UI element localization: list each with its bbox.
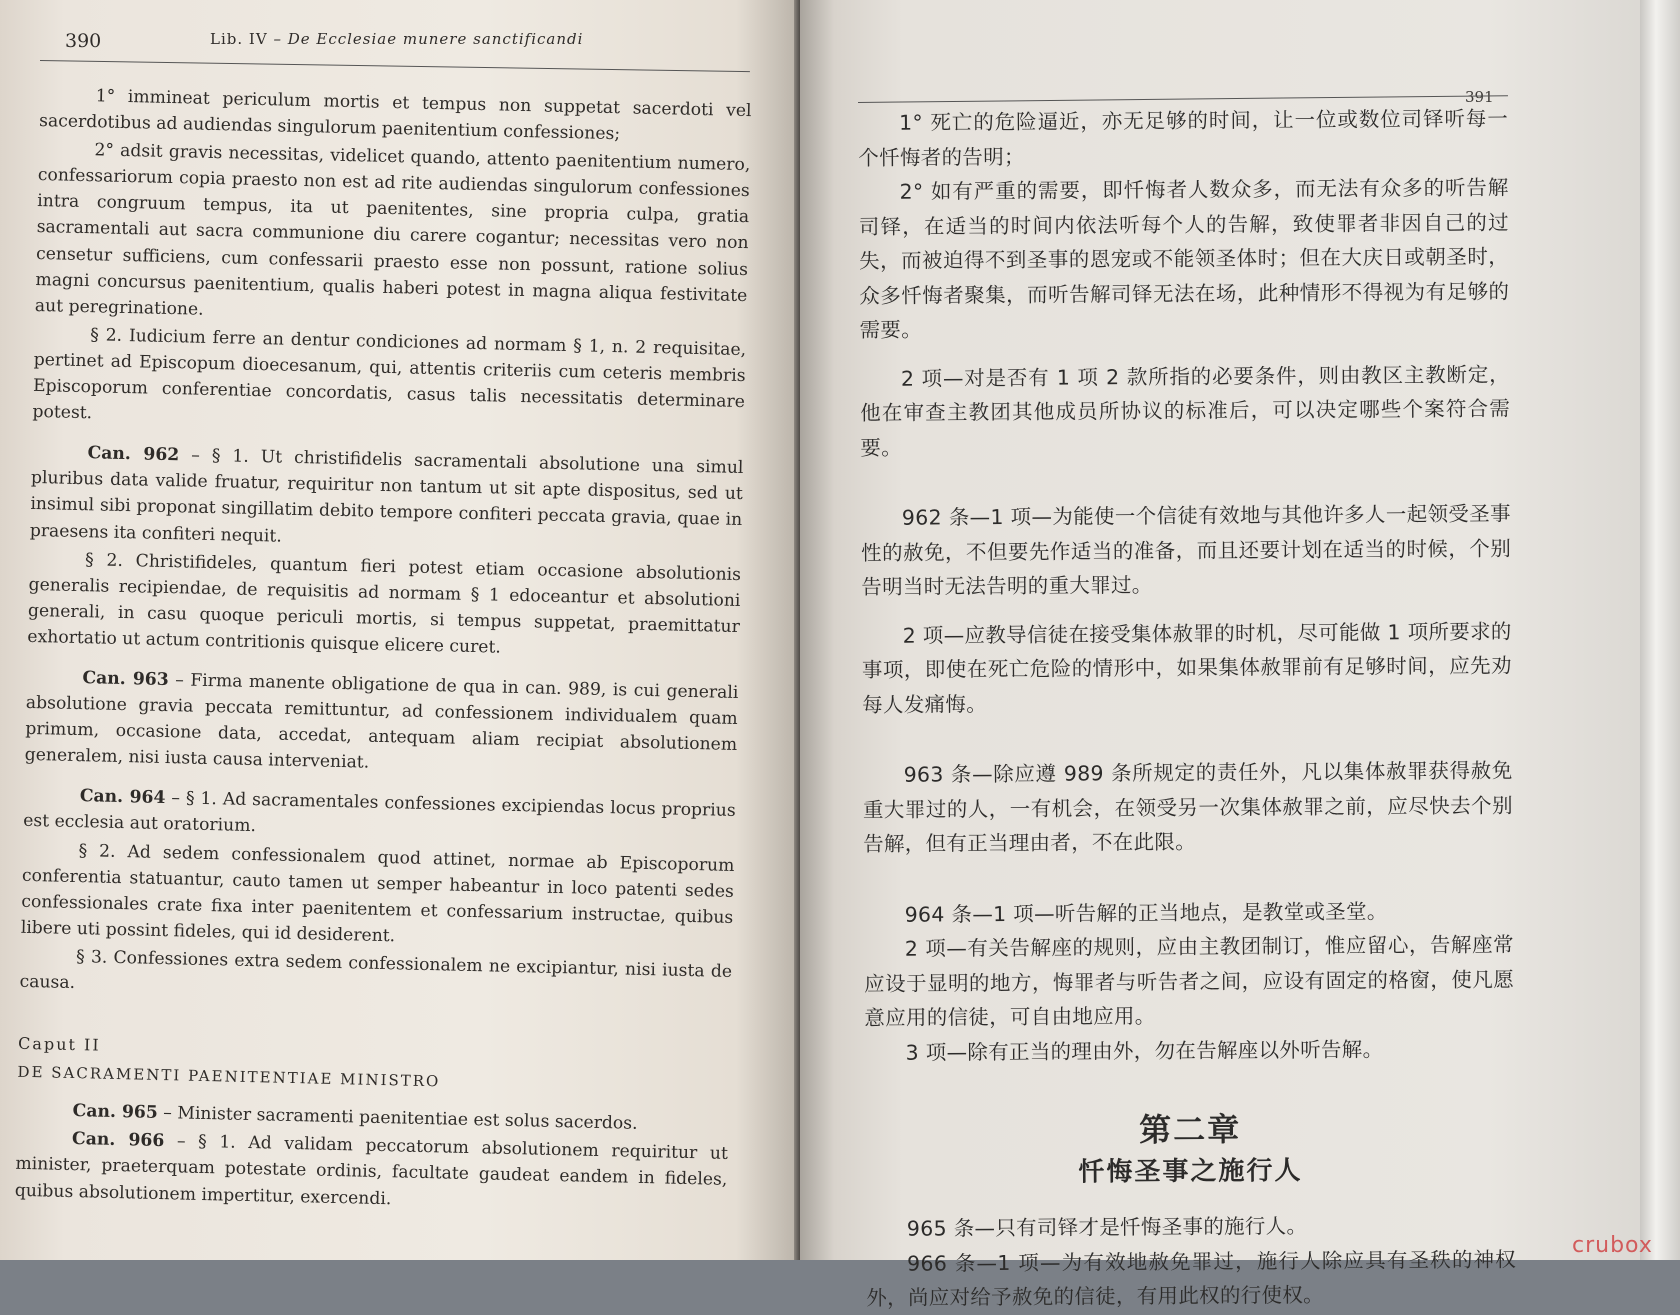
chapter-label: Caput II	[17, 1033, 101, 1055]
left-page-number: 390	[65, 30, 102, 52]
right-paragraph: 2 项—应教导信徒在接受集体赦罪的时机，尽可能做 1 项所要求的事项，即使在死亡危险的情形中，如果集体赦罪前有足够时间，应先劝每人发痛悔。	[861, 618, 1513, 717]
canon-label: Can. 964	[79, 786, 166, 809]
right-paragraph: 2 项—对是否有 1 项 2 款所指的必要条件，则由教区主教断定，他在审查主教团其他成员所协议的标准后，可以决定哪些个案符合需要。	[860, 361, 1511, 460]
canon-966	[15, 1125, 729, 1219]
left-paragraph: § 3. Confessiones extra sedem confessionalem ne excipiantur, nisi iusta de causa.	[19, 946, 733, 994]
canon-text: – Minister sacramenti paenitentiae est solus sacerdos.	[163, 1103, 638, 1135]
right-page-number: 391	[1465, 88, 1494, 106]
right-paragraph: 963 条—除应遵 989 条所规定的责任外，凡以集体赦罪获得赦免重大罪过的人，一有机会，在领受另一次集体赦罪之前，应尽快去个别告解，但有正当理由者，不在此限。	[862, 758, 1513, 856]
right-page-body	[858, 101, 1516, 1315]
left-page-body	[15, 82, 752, 1222]
canon-text: – § 1. Ad validam peccatorum absolutionem requiritur ut minister, praeterquam potestate ordinis, facultate gaudeat eandem in fideles, quibus absolutionem impertitur, exercendi.	[14, 1131, 729, 1209]
left-header-rule	[40, 60, 750, 72]
canon-963	[24, 664, 738, 785]
left-paragraph: 2° adsit gravis necessitas, videlicet quando, attento paenitentium numero, confessariorum copia praesto non est ad rite audiendas singulorum confessiones intra congruum tempus, ita ut paenitentes, sine propria culpa, gratia sacramentali aut sacra communione diu carere cogantur; necessitas vero non censetur sufficiens, cum confessarii praesto esse non possunt, ratione solius magni concursus paenitentium, qualis haberi potest in magna aliqua festivitate aut peregrinatione.	[34, 140, 751, 320]
left-paragraph: § 2. Ad sedem confessionalem quod attinet, normae ab Episcoporum conferentia statuantur, cauto tamen ut semper habeantur in loco patenti sedes confessionales crate fixa inter paenitentem et confessarium instructae, quibus libere uti possint fideles, qui id desiderent.	[20, 840, 735, 947]
right-paragraph: 1° 死亡的危险逼近，亦无足够的时间，让一位或数位司铎听每一个忏悔者的告明；	[858, 106, 1509, 170]
canon-text: – § 1. Ut christifidelis sacramentali absolutione una simul pluribus data valide fruatur, requiritur non tantum ut sit apte dispositus, sed ut insimul sibi proponat singillatim debito tempore confiteri peccata gravia, quae in praesens ita confiteri nequit.	[29, 445, 744, 547]
right-paragraph: 966 条—1 项—为有效地赦免罪过，施行人除应具有圣秩的神权外，尚应对给予赦免的信徒，有用此权的行使权。	[866, 1246, 1517, 1310]
left-running-header	[210, 30, 583, 48]
left-page	[0, 0, 800, 1260]
canon-label: Can. 966	[71, 1129, 165, 1152]
header-lib: Lib. IV	[210, 30, 268, 48]
canon-label: Can. 965	[72, 1101, 159, 1124]
canon-label: Can. 963	[82, 668, 169, 691]
watermark: crubox	[1572, 1233, 1653, 1258]
left-paragraph: § 2. Iudicium ferre an dentur condiciones ad normam § 1, n. 2 requisitae, pertinet ad Episcopum dioecesanum, qui, attentis criteriis cum ceteris membris Episcoporum conferentiae concordatis, casus talis necessitatis determinare potest.	[32, 325, 747, 424]
canon-label: Can. 962	[87, 443, 180, 466]
chapter-label-cn: 第二章	[1139, 1110, 1242, 1150]
right-paragraph: 965 条—只有司铎才是忏悔圣事的施行人。	[906, 1213, 1308, 1241]
right-paragraph: 3 项—除有正当的理由外，勿在告解座以外听告解。	[905, 1036, 1384, 1065]
canon-text: – § 1. Ad sacramentales confessiones excipiendas locus proprius est ecclesia aut oratorium.	[22, 788, 736, 837]
right-paragraph: 2° 如有严重的需要，即忏悔者人数众多，而无法有众多的听告解司铎，在适当的时间内依法听每个人的告解，致使罪者非因自己的过失，而被迫得不到圣事的恩宠或不能领圣体时；但在大庆日或朝圣时，众多忏悔者聚集，而听告解司铎无法在场，此种情形不得视为有足够的需要。	[858, 175, 1510, 342]
header-title: – De Ecclesiae munere sanctificandi	[273, 30, 584, 48]
chapter-title-cn: 忏悔圣事之施行人	[1078, 1155, 1303, 1188]
right-paragraph: 2 项—有关告解座的规则，应由主教团制订，惟应留心，告解座常应设于显明的地方，悔罪者与听告者之间，应设有固定的格窗，使凡愿意应用的信徒，可自由地应用。	[864, 932, 1515, 1030]
left-paragraph: § 2. Christifideles, quantum fieri potest etiam occasione absolutionis generalis recipiendae, de requisitis ad normam § 1 edoceantur et absolutioni generali, in casu quoque periculi mortis, si tempus suppetat, praemittatur exhortatio ut actum contritionis quisque elicere curet.	[27, 549, 742, 658]
chapter-title: DE SACRAMENTI PAENITENTIAE MINISTRO	[17, 1062, 441, 1091]
left-paragraph: 1° immineat periculum mortis et tempus non suppetat sacerdoti vel sacerdotibus ad audiendas singulorum paenitentium confessiones;	[38, 86, 752, 145]
right-paragraph: 964 条—1 项—听告解的正当地点，是教堂或圣堂。	[904, 898, 1388, 927]
canon-text: – Firma manente obligatione de qua in can. 989, is cui generali absolutione gravia peccata remittuntur, ad confessionem individualem quam primum, occasione data, accedat, antequam aliam recipiat absolutionem generalem, nisi iusta causa interveniat.	[24, 670, 739, 773]
right-paragraph: 962 条—1 项—为能使一个信徒有效地与其他许多人一起领受圣事性的赦免，不但要先作适当的准备，而且还要计划在适当的时候，个别告明当时无法告明的重大罪过。	[861, 501, 1512, 599]
canon-962	[30, 439, 744, 560]
page-stack-edge	[1640, 0, 1680, 1260]
